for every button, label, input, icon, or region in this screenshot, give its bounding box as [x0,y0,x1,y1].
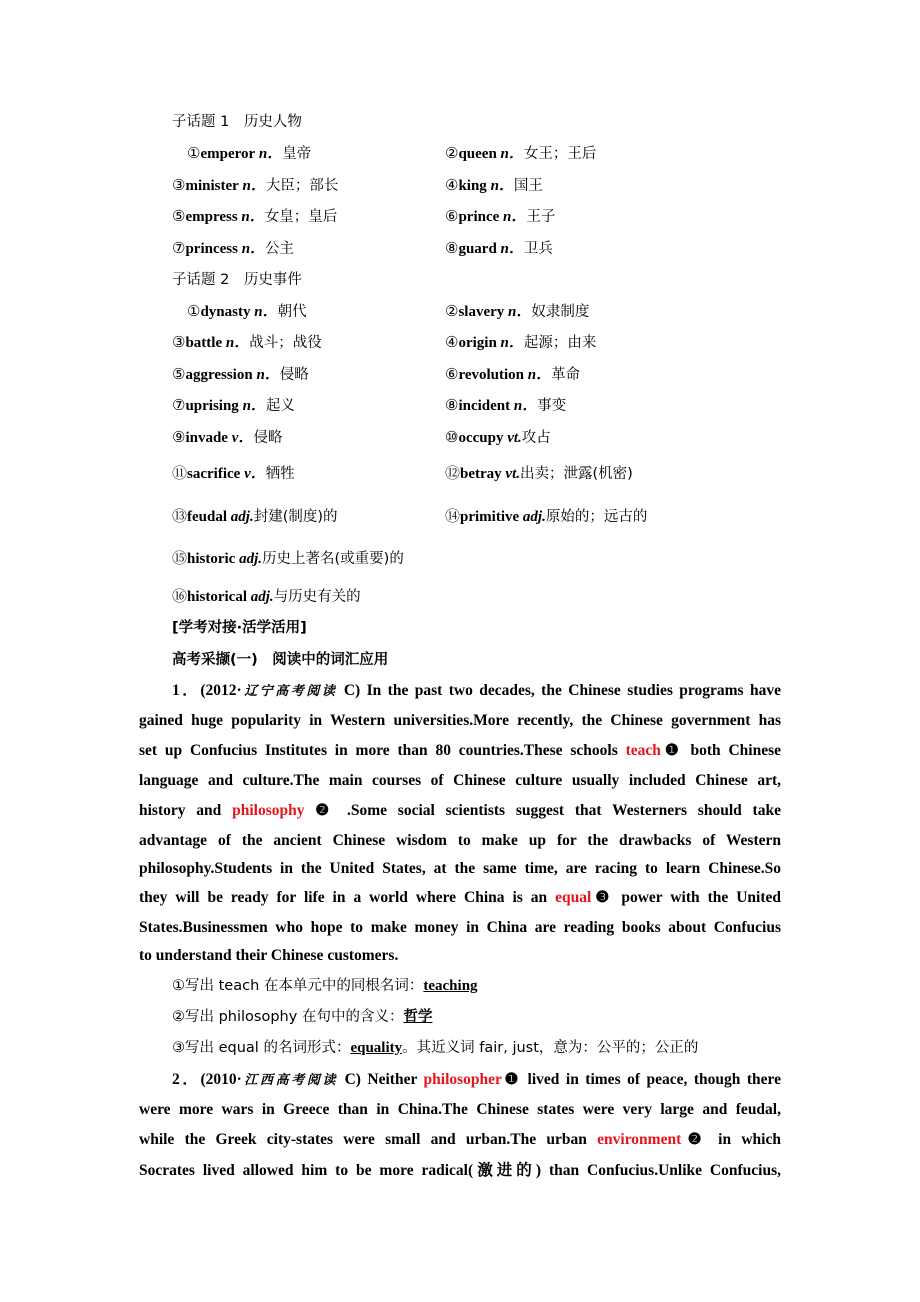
vocab-word: uprising [185,398,239,414]
vocab-word: queen [458,146,497,162]
highlight-word: philosopher [423,1071,502,1088]
vocab-meaning: 起义 [265,398,295,414]
question-3 [172,1038,698,1058]
item-number: ⑦ [172,241,186,257]
part-of-speech: n． [256,367,280,383]
highlight-word: equal [555,889,592,906]
vocab-word: minister [185,178,239,194]
marker-icon: ❷ [304,802,337,819]
item-number: ⑬ [172,509,188,525]
passage1-line [139,859,781,879]
part-of-speech: n． [258,146,283,162]
vocab-item [172,176,338,196]
section-heading [172,618,307,638]
text-segment: philosophy.Students in the United States, at the same time, are racing to learn Chinese.So [139,860,781,877]
section-text: [学考对接·活学活用] [172,620,307,636]
topic2-title [172,270,302,290]
vocab-item [172,549,404,569]
item-number: ⑧ [445,398,459,414]
vocab-meaning: 大臣；部长 [265,178,339,194]
subsection-heading [172,650,388,670]
text-segment: history and [139,802,233,819]
vocab-meaning: 公主 [265,241,295,257]
vocab-item [172,464,295,484]
part-of-speech: n． [225,335,250,351]
vocab-word: revolution [458,367,525,383]
passage1-line [139,918,781,938]
vocab-meaning: 国王 [513,178,543,194]
part-of-speech: adj. [239,551,263,567]
part-of-speech: vt. [507,430,522,446]
item-number: ⑤ [172,367,186,383]
vocab-meaning: 战斗；战役 [249,335,322,351]
item-number: ④ [445,335,459,351]
vocab-word: emperor [200,146,256,162]
item-number: ⑭ [445,509,461,525]
vocab-item [187,302,307,322]
vocab-meaning: 历史上著名(或重要)的 [262,551,404,567]
vocab-item [172,428,282,448]
vocab-item [445,333,596,353]
vocab-item [445,396,566,416]
passage1-line [139,771,781,791]
vocab-word: battle [185,335,223,351]
vocab-meaning: 女王；王后 [523,146,597,162]
vocab-item [187,144,311,164]
item-number: ③ [172,335,186,351]
vocab-item [172,333,322,353]
text-segment: States.Businessmen who hope to make money in China are reading books about Confucius [139,919,781,936]
vocab-word: prince [458,209,500,225]
item-number: ② [445,146,459,162]
vocab-item [445,507,647,527]
text-segment: both Chinese [682,742,781,759]
part-of-speech: n． [527,367,552,383]
text-segment: C) In the past two decades, the Chinese studies programs have [337,682,781,699]
item-number: ⑨ [172,430,186,446]
topic1-title [172,112,302,132]
vocab-item [172,587,361,607]
vocab-word: princess [185,241,238,257]
item-number: ⑫ [445,466,461,482]
vocab-meaning: 出卖；泄露(机密) [520,466,633,482]
vocab-meaning: 奴隶制度 [531,304,590,320]
text-segment: 江西高考阅读 [241,1073,339,1088]
part-of-speech: n． [241,209,265,225]
passage2-line [139,1100,781,1120]
text-segment: 1．(2012· [172,682,242,699]
vocab-meaning: 攻占 [521,430,551,446]
vocab-word: origin [458,335,497,351]
text-segment: 。其近义词 fair, just，意为：公平的；公正的 [402,1040,699,1056]
highlight-word: philosophy [232,802,305,819]
part-of-speech: n． [500,335,524,351]
text-segment: to understand their Chinese customers. [139,947,399,964]
vocab-word: slavery [458,304,505,320]
part-of-speech: adj. [250,589,274,605]
answer: 哲学 [403,1009,433,1025]
item-number: ⑩ [445,430,459,446]
text-segment: while the Greek city-states were small and urban.The urban [139,1131,598,1148]
part-of-speech: n． [241,241,266,257]
item-number: ⑧ [445,241,459,257]
marker-icon: ❸ [591,889,614,906]
vocab-meaning: 封建(制度)的 [253,509,338,525]
text-segment: C) Neither [338,1071,424,1088]
passage2-line [139,1161,781,1181]
answer: equality [350,1040,403,1056]
part-of-speech: adj. [230,509,254,525]
question-2 [172,1007,432,1027]
vocab-meaning: 女皇；皇后 [264,209,338,225]
vocab-meaning: 与历史有关的 [273,589,361,605]
vocab-item [445,428,551,448]
vocab-meaning: 侵略 [279,367,309,383]
vocab-item [445,239,553,259]
passage1-line [172,681,781,702]
vocab-word: invade [185,430,228,446]
text-segment: ②写出 philosophy 在句中的含义： [172,1009,404,1025]
part-of-speech: n． [500,241,524,257]
item-number: ② [445,304,459,320]
vocab-item [445,365,580,385]
vocab-meaning: 革命 [551,367,581,383]
passage2-line [172,1070,781,1091]
vocab-meaning: 卫兵 [523,241,553,257]
vocab-item [445,207,555,227]
part-of-speech: n． [508,304,532,320]
passage2-line [139,1130,781,1150]
topic-title-text: 子话题 1 历史人物 [172,114,302,130]
text-segment: ③写出 equal 的名词形式： [172,1040,351,1056]
vocab-word: empress [185,209,238,225]
vocab-item [172,207,337,227]
vocab-word: incident [458,398,511,414]
topic-title-text: 子话题 2 历史事件 [172,272,302,288]
part-of-speech: n． [242,398,266,414]
vocab-word: primitive [460,509,520,525]
part-of-speech: vt. [505,466,520,482]
text-segment: .Some social scientists suggest that Westerners should take [336,802,781,819]
marker-icon: ❷ [681,1131,708,1148]
item-number: ③ [172,178,186,194]
passage1-line [139,711,781,731]
text-segment: Socrates lived allowed him to be more radical(激进的) than Confucius.Unlike Confucius, [139,1162,781,1179]
vocab-meaning: 朝代 [277,304,307,320]
item-number: ⑥ [445,367,459,383]
part-of-speech: v． [231,430,254,446]
text-segment: they will be ready for life in a world where China is an [139,889,556,906]
vocab-item [445,464,633,484]
vocab-meaning: 皇帝 [282,146,312,162]
vocab-meaning: 王子 [526,209,556,225]
item-number: ④ [445,178,459,194]
passage1-line [139,741,781,761]
vocab-word: occupy [458,430,504,446]
text-segment: in which [707,1131,781,1148]
subsection-text: 高考采撷(一) 阅读中的词汇应用 [172,652,389,668]
item-number: ① [187,304,201,320]
highlight-word: teach [625,742,661,759]
item-number: ⑥ [445,209,459,225]
passage1-line [139,801,781,821]
text-segment: lived in times of peace, though there [521,1071,781,1088]
vocab-item [172,396,295,416]
vocab-item [445,176,543,196]
question-1 [172,976,478,996]
vocab-word: betray [460,466,502,482]
vocab-word: dynasty [200,304,251,320]
vocab-word: historical [187,589,248,605]
vocab-word: sacrifice [187,466,241,482]
part-of-speech: n． [254,304,278,320]
highlight-word: environment [597,1131,682,1148]
item-number: ① [187,146,201,162]
part-of-speech: n． [490,178,514,194]
passage1-line [139,831,781,851]
text-segment: power with the United [613,889,781,906]
text-segment: 2．(2010· [172,1071,242,1088]
vocab-word: feudal [187,509,228,525]
item-number: ⑪ [172,466,188,482]
passage1-line [139,888,781,908]
item-number: ⑮ [172,551,188,567]
item-number: ⑦ [172,398,186,414]
marker-icon: ❶ [660,742,683,759]
passage1-line [139,946,781,966]
vocab-item [172,507,338,527]
vocab-meaning: 起源；由来 [523,335,597,351]
text-segment: advantage of the ancient Chinese wisdom to make up for the drawbacks of Western [139,832,781,849]
item-number: ⑤ [172,209,186,225]
item-number: ⑯ [172,589,188,605]
vocab-meaning: 牺牲 [265,466,295,482]
text-segment: set up Confucius Institutes in more than 80 countries.These schools [139,742,626,759]
vocab-word: guard [458,241,497,257]
part-of-speech: n． [500,146,524,162]
part-of-speech: n． [503,209,527,225]
vocab-meaning: 原始的；远古的 [545,509,648,525]
vocab-word: aggression [185,367,253,383]
text-segment: ①写出 teach 在本单元中的同根名词： [172,978,424,994]
part-of-speech: adj. [522,509,546,525]
vocab-item [172,239,294,259]
vocab-item [445,302,589,322]
part-of-speech: v． [244,466,266,482]
text-segment: 辽宁高考阅读 [241,684,338,699]
vocab-item [445,144,596,164]
part-of-speech: n． [513,398,538,414]
vocab-item [172,365,309,385]
vocab-word: historic [187,551,236,567]
part-of-speech: n． [242,178,266,194]
vocab-word: king [458,178,487,194]
text-segment: were more wars in Greece than in China.The Chinese states were very large and feudal, [139,1101,781,1118]
text-segment: language and culture.The main courses of Chinese culture usually included Chinese art, [139,772,781,789]
vocab-meaning: 侵略 [253,430,283,446]
answer: teaching [423,978,478,994]
vocab-meaning: 事变 [537,398,567,414]
marker-icon: ❶ [501,1071,522,1088]
text-segment: gained huge popularity in Western universities.More recently, the Chinese government has [139,712,781,729]
